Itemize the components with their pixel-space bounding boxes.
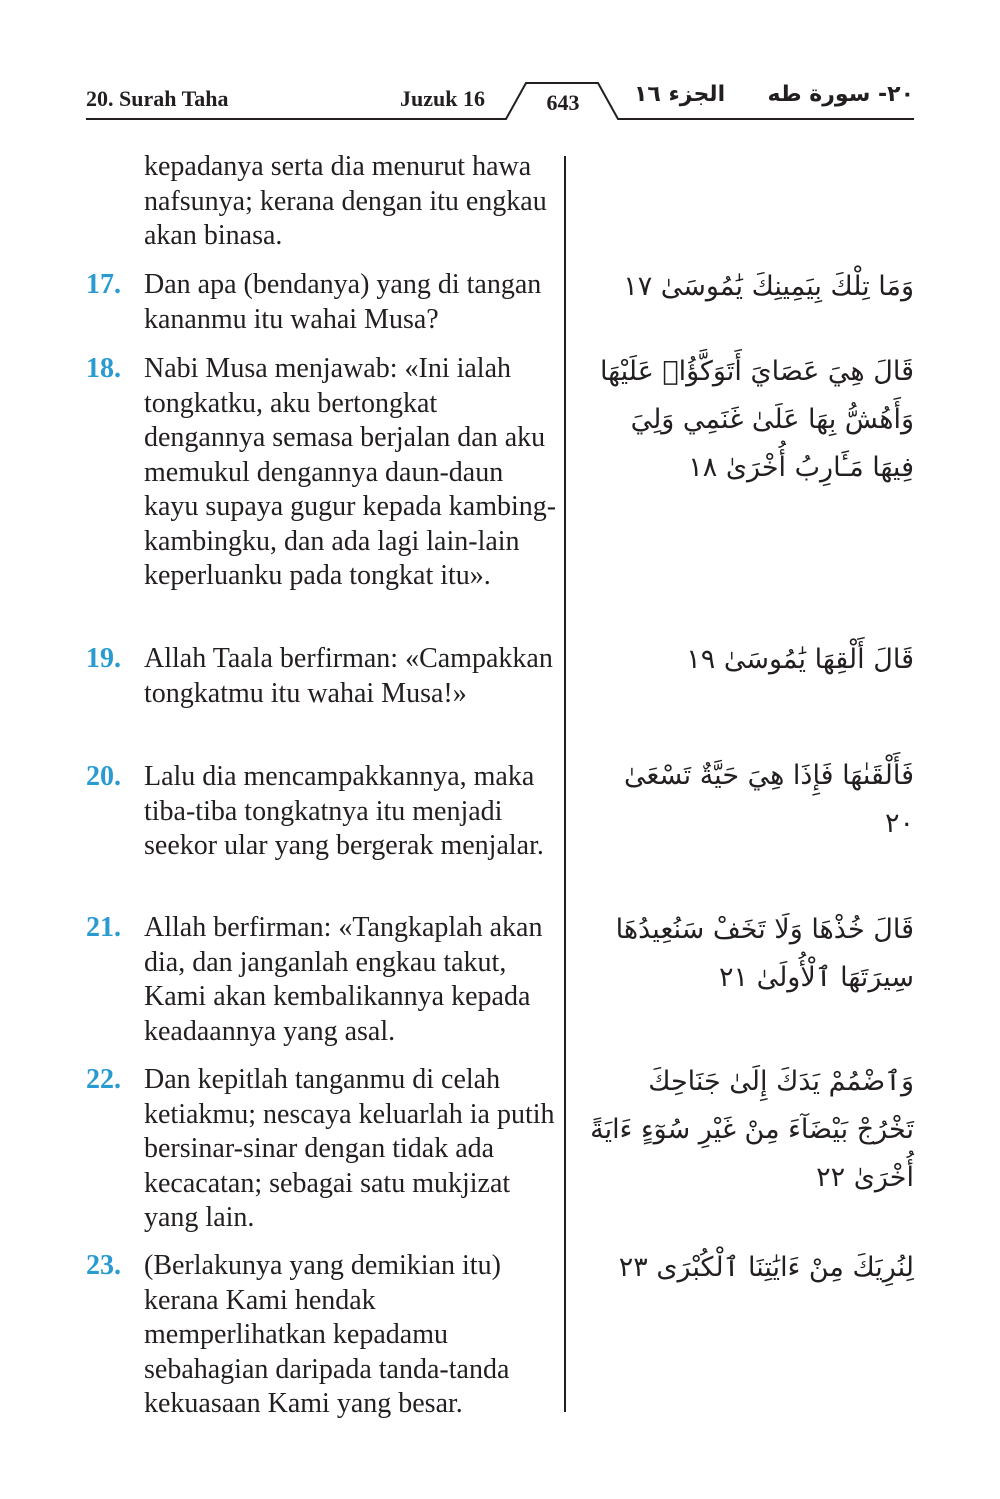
juz-label: Juzuk 16	[400, 86, 485, 111]
verse-number: 22.	[86, 1064, 121, 1095]
column-divider	[564, 156, 566, 1412]
intro-text: kepadanya serta dia menurut hawa nafsunya; kerana dengan itu engkau akan binasa.	[144, 151, 547, 251]
verse-translation: Allah Taala berfirman: «Campakkan tongkatmu itu wahai Musa!»	[144, 643, 553, 709]
juz-arabic: الجزء ١٦	[634, 82, 726, 107]
verse-number: 20.	[86, 761, 121, 792]
verse-20-arabic: فَأَلْقَىٰهَا فَإِذَا هِيَ حَيَّةٌ تَسْعَىٰ ٢٠	[623, 760, 914, 839]
verse-translation: Nabi Musa menjawab: «Ini ialah tongkatku, aku bertongkat dengannya semasa berjalan dan aku memukul dengannya daun-daun kayu supaya gugur kepada kambing-kambingku, dan ada lagi lain-lain keperluanku pada tongkat itu».	[144, 353, 557, 591]
verse-translation: Lalu dia mencampakkannya, maka tiba-tiba tongkatnya itu menjadi seekor ular yang bergerak menjalar.	[144, 761, 544, 861]
verse-translation: Allah berfirman: «Tangkaplah akan dia, dan janganlah engkau takut, Kami akan kembalikannya kepada keadaannya yang asal.	[144, 912, 543, 1047]
verse-number: 17.	[86, 269, 121, 300]
verse-number: 19.	[86, 643, 121, 674]
verse-number: 23.	[86, 1250, 121, 1281]
verse-translation: (Berlakunya yang demikian itu) kerana Kami hendak memperlihatkan kepadamu sebahagian daripada tanda-tanda kekuasaan Kami yang besar.	[144, 1250, 510, 1419]
verse-translation: Dan apa (bendanya) yang di tangan kananmu itu wahai Musa?	[144, 269, 542, 335]
page-number: 643	[546, 90, 580, 115]
page-header	[86, 78, 914, 122]
verse-18-arabic: قَالَ هِيَ عَصَايَ أَتَوَكَّؤُا۟ عَلَيْهَا وَأَهُشُّ بِهَا عَلَىٰ غَنَمِي وَلِيَ فِيهَا مَـَٔارِبُ أُخْرَىٰ ١٨	[599, 356, 914, 483]
verse-22-arabic: وَٱضْمُمْ يَدَكَ إِلَىٰ جَنَاحِكَ تَخْرُجْ بَيْضَآءَ مِنْ غَيْرِ سُوٓءٍ ءَايَةً أُخْرَىٰ ٢٢	[590, 1066, 914, 1193]
verse-number: 21.	[86, 912, 121, 943]
verse-23-arabic: لِنُرِيَكَ مِنْ ءَايَٰتِنَا ٱلْكُبْرَى ٢٣	[618, 1252, 914, 1283]
verse-number: 18.	[86, 353, 121, 384]
verse-17-arabic: وَمَا تِلْكَ بِيَمِينِكَ يَٰمُوسَىٰ ١٧	[623, 271, 914, 302]
verse-translation: Dan kepitlah tanganmu di celah ketiakmu; nescaya keluarlah ia putih bersinar-sinar dengan tidak ada kecacatan; sebagai satu mukjizat yang lain.	[144, 1064, 555, 1233]
surah-label: 20. Surah Taha	[86, 86, 229, 111]
verse-21-arabic: قَالَ خُذْهَا وَلَا تَخَفْ سَنُعِيدُهَا سِيرَتَهَا ٱلْأُولَىٰ ٢١	[615, 914, 914, 993]
surah-arabic: ٢٠- سورة طه	[767, 82, 914, 107]
verse-19-arabic: قَالَ أَلْقِهَا يَٰمُوسَىٰ ١٩	[686, 644, 914, 675]
